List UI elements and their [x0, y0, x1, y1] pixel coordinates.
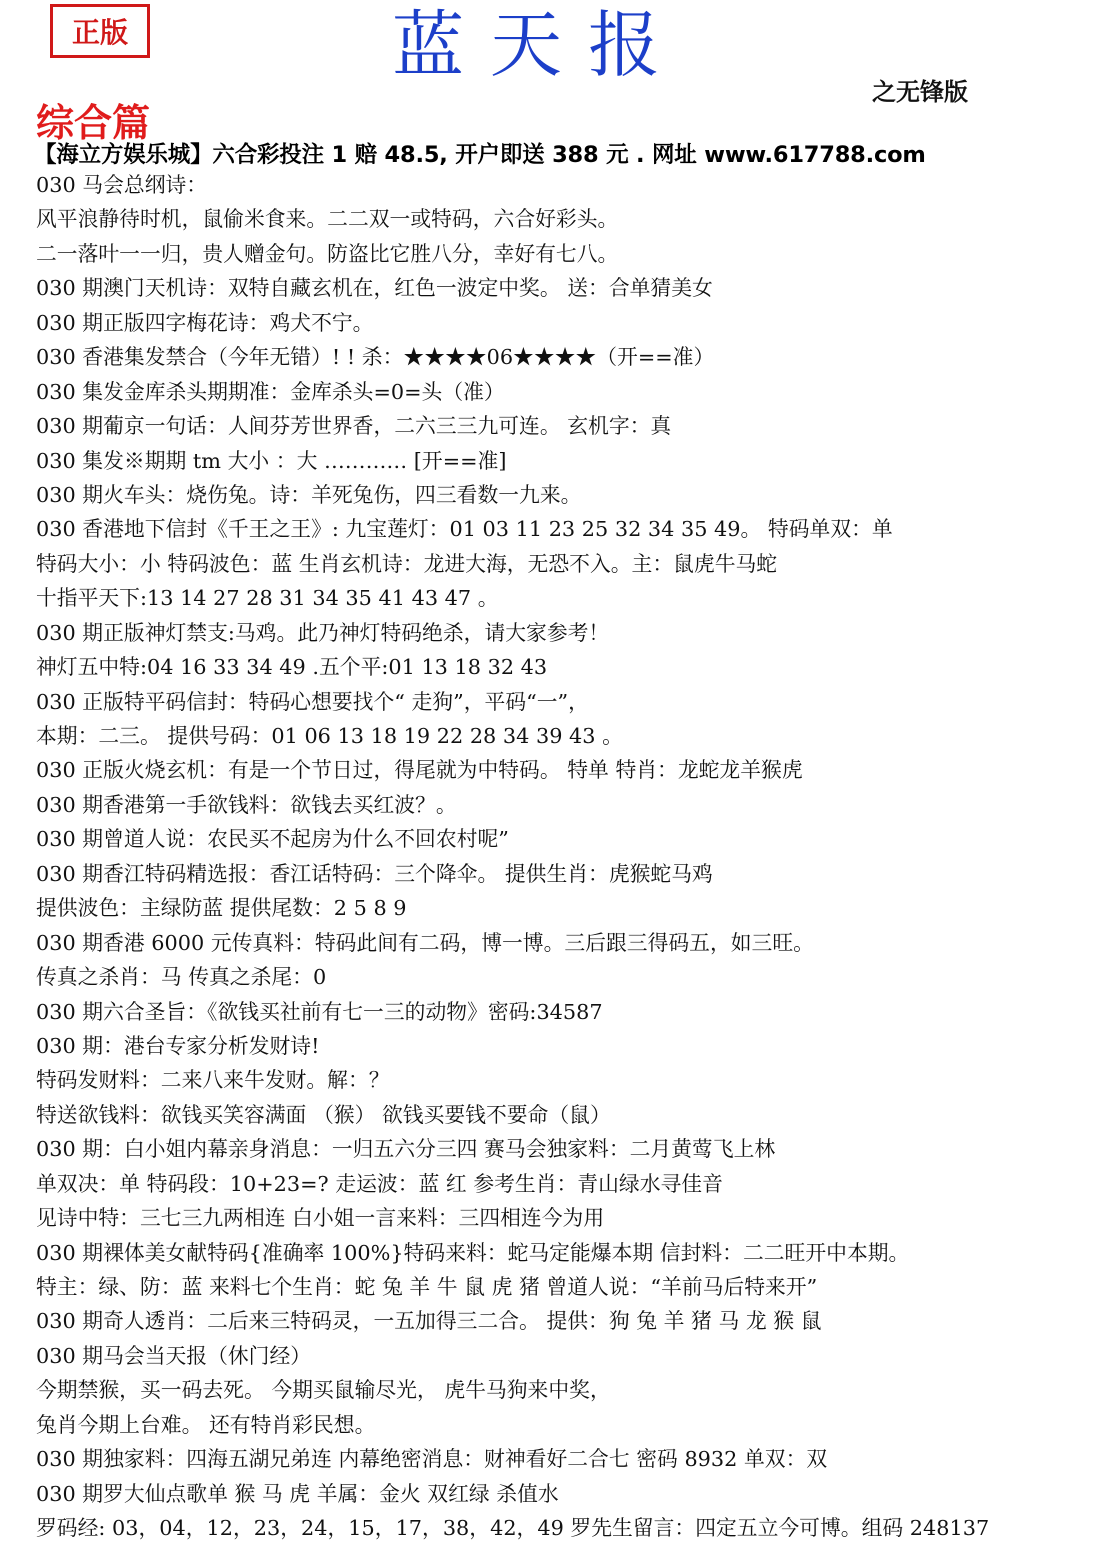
content-line: 030 期葡京一句话：人间芬芳世界香，二六三三九可连。 玄机字：真 [36, 414, 672, 439]
content-line: 兔肖今期上台难。 还有特肖彩民想。 [36, 1412, 376, 1437]
content-line: 030 正版特平码信封：特码心想要找个“ 走狗”，平码“一”， [36, 689, 589, 714]
content-line: 030 期正版四字梅花诗：鸡犬不宁。 [36, 310, 374, 335]
content-line: 030 期曾道人说：农民买不起房为什么不回农村呢” [36, 827, 509, 852]
content-line: 030 期香港 6000 元传真料：特码此间有二码，博一博。三后跟三得码五，如三旺。 [36, 930, 814, 955]
content-line: 030 期正版神灯禁支:马鸡。此乃神灯特码绝杀，请大家参考！ [36, 620, 610, 645]
content-line: 030 期火车头：烧伤兔。诗：羊死兔伤，四三看数一九来。 [36, 482, 582, 507]
content-line: 本期：二三。 提供号码：01 06 13 18 19 22 28 34 39 43 。 [36, 724, 623, 748]
content-line: 030 期罗大仙点歌单 猴 马 虎 羊属：金火 双红绿 杀值水 [36, 1481, 559, 1506]
content-line: 030 正版火烧玄机：有是一个节日过，得尾就为中特码。 特单 特肖：龙蛇龙羊猴虎 [36, 758, 803, 783]
content-line: 030 期裸体美女献特码{准确率 100%}特码来料：蛇马定能爆本期 信封料：二二旺开中本期。 [36, 1240, 910, 1265]
content-line: 030 期澳门天机诗：双特自藏玄机在，红色一波定中奖。 送：合单猜美女 [36, 276, 713, 301]
content-line: 二一落叶一一归，贵人赠金句。防盗比它胜八分，幸好有七八。 [36, 241, 619, 266]
content-line: 传真之杀肖：马 传真之杀尾：0 [36, 965, 327, 990]
content-line: 特主：绿、防：蓝 来料七个生肖：蛇 兔 羊 牛 鼠 虎 猪 曾道人说：“羊前马后特来开” [36, 1275, 818, 1299]
content-line: 单双决：单 特码段：10+23=? 走运波：蓝 红 参考生肖：青山绿水寻佳音 [36, 1171, 723, 1196]
content-line: 030 期六合圣旨：《欲钱买社前有七一三的动物》密码:34587 [36, 999, 603, 1024]
content-line: 030 期独家料：四海五湖兄弟连 内幕绝密消息：财神看好二合七 密码 8932 单双：双 [36, 1447, 828, 1472]
content-line: 罗码经: 03，04，12，23，24，15，17，38，42，49 罗先生留言：四定五立今可博。组码 248137 [36, 1516, 990, 1541]
content-line: 030 期奇人透肖：二后来三特码灵，一五加得三二合。 提供：狗 兔 羊 猪 马 龙 猴 鼠 [36, 1309, 822, 1334]
genuine-stamp: 正版 [50, 4, 150, 58]
content-line: 见诗中特：三七三九两相连 白小姐一言来料：三四相连今为用 [36, 1206, 605, 1231]
content-line: 030 香港集发禁合（今年无错）! ! 杀：★★★★06★★★★（开==准） [36, 345, 715, 370]
content-line: 030 香港地下信封《千王之王》: 九宝莲灯：01 03 11 23 25 32 34 35 49。 特码单双：单 [36, 517, 893, 542]
content-line: 提供波色：主绿防蓝 提供尾数：2 5 8 9 [36, 896, 407, 921]
ad-banner: 【海立方娱乐城】六合彩投注 1 赔 48.5, 开户即送 388 元 . 网址 www.617788.com [34, 142, 926, 168]
content-line: 030 集发金库杀头期期准：金库杀头=0=头（准） [36, 379, 505, 404]
section-heading: 综合篇 [36, 100, 151, 145]
page-title: 蓝天报 [392, 3, 687, 87]
content-line: 十指平天下:13 14 27 28 31 34 35 41 43 47 。 [36, 586, 499, 611]
content-lines [36, 168, 1116, 1546]
content-line: 030 期香江特码精选报：香江话特码：三个降伞。 提供生肖：虎猴蛇马鸡 [36, 861, 713, 886]
content-line: 今期禁猴，买一码去死。 今期买鼠输尽光， 虎牛马狗来中奖， [36, 1378, 611, 1403]
content-line: 030 马会总纲诗： [36, 173, 208, 197]
content-line: 030 期马会当天报（休门经） [36, 1343, 312, 1368]
content-line: 特送欲钱料：欲钱买笑容满面 （猴） 欲钱买要钱不要命（鼠） [36, 1102, 611, 1127]
content-line: 特码发财料：二来八来牛发财。解：？ [36, 1068, 390, 1093]
content-line: 风平浪静待时机，鼠偷米食来。二二双一或特码，六合好彩头。 [36, 207, 619, 232]
content-line: 特码大小：小 特码波色：蓝 生肖玄机诗：龙进大海，无恐不入。主：鼠虎牛马蛇 [36, 551, 778, 576]
content-line: 030 期香港第一手欲钱料：欲钱去买红波？。 [36, 792, 457, 817]
content-line: 神灯五中特:04 16 33 34 49 .五个平:01 13 18 32 43 [36, 655, 548, 680]
content-line: 030 期：港台专家分析发财诗! [36, 1033, 320, 1058]
content-line: 030 集发※期期 tm 大小 ：大 ………… [开==准] [36, 448, 507, 473]
content-line: 030 期：白小姐内幕亲身消息：一归五六分三四 赛马会独家料：二月黄莺飞上林 [36, 1137, 776, 1162]
edition-label: 之无锋版 [872, 78, 968, 106]
